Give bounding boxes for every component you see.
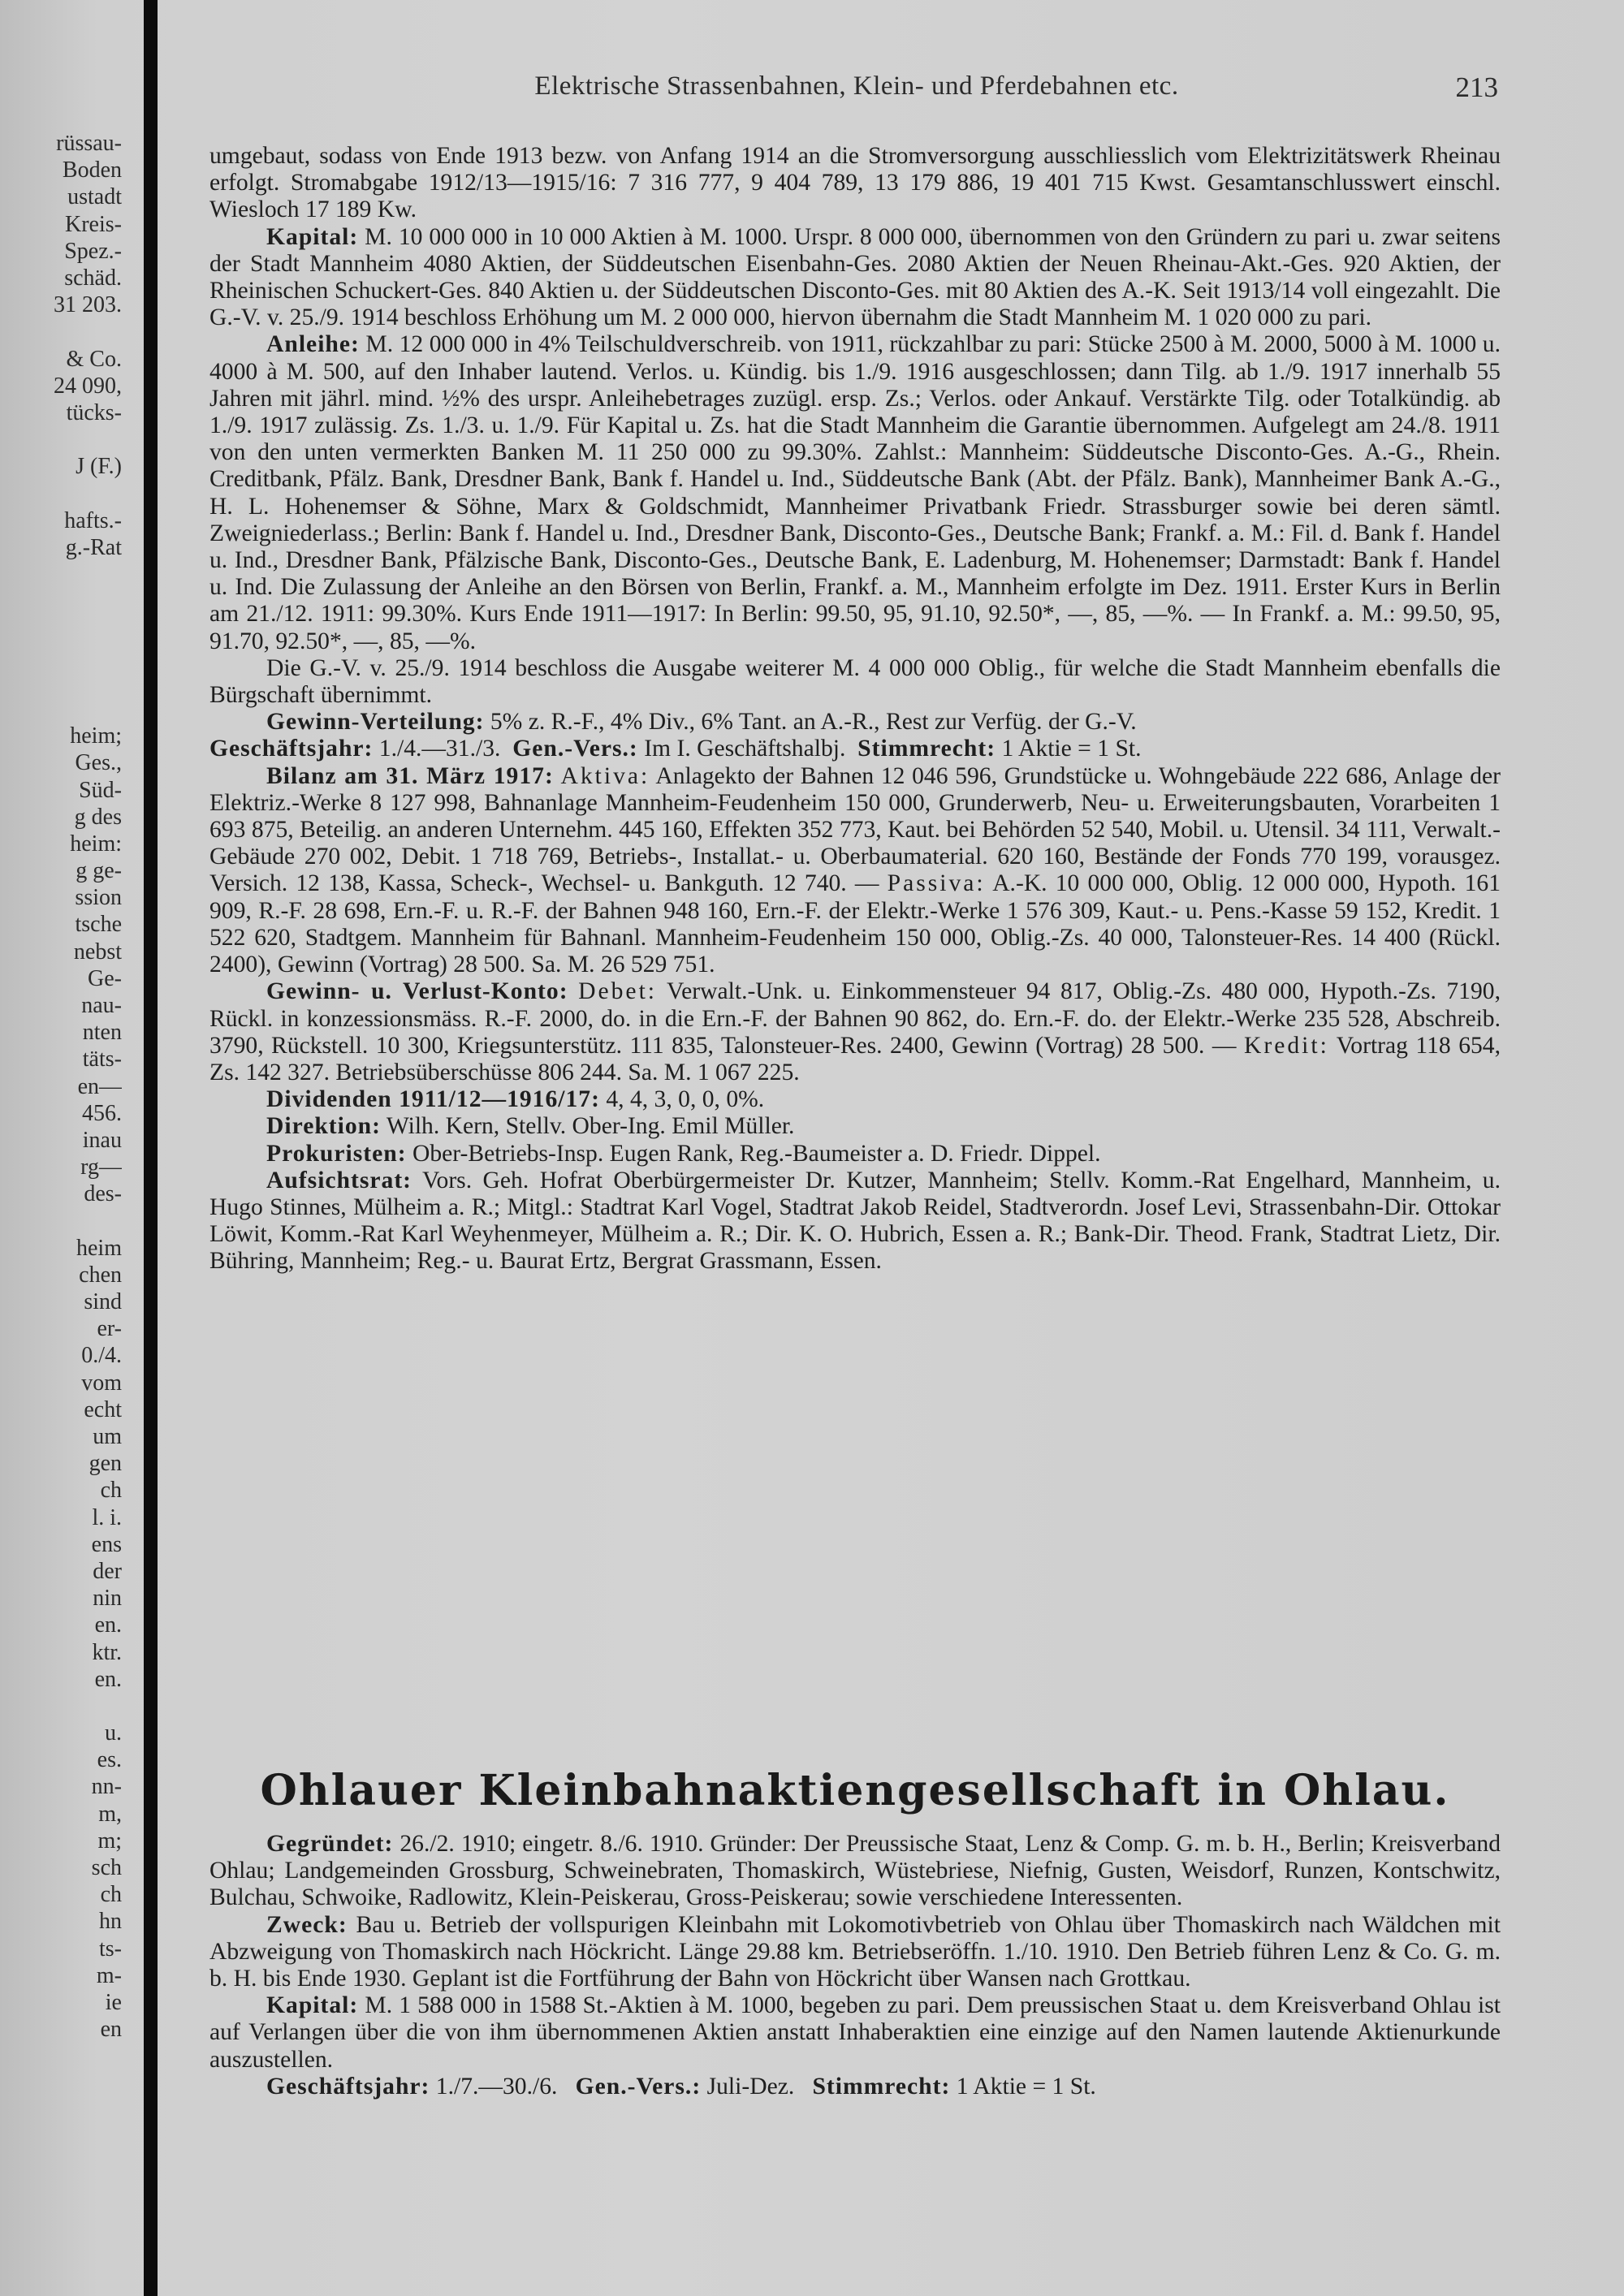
adjacent-page-fragment (0, 642, 122, 669)
zweck-text: Bau u. Betrieb der vollspurigen Kleinbahn mit Lokomotivbetrieb von Ohlau über Thomaskirch nach Wäldchen mit Abzweigung von Thomaskirch nach Höckricht. Länge 29.88 km. Betriebseröffn. 1./10. 1910. Den Betrieb führen Lenz & Co. G. m. b. H. bis Ende 1930. Geplant ist die Fortführung der Bahn von Höckricht über Wansen nach Grottkau. (209, 1911, 1501, 1992)
adjacent-page-fragment: Ges., (75, 750, 122, 776)
adjacent-page-fragment: ts- (99, 1936, 122, 1962)
adjacent-page-fragment: des- (84, 1181, 122, 1207)
adjacent-page-fragment: 456. (82, 1100, 122, 1126)
adjacent-page-strip (0, 130, 122, 2241)
company-entry-mannheim (209, 143, 1501, 1275)
adjacent-page-fragment: es. (97, 1747, 122, 1773)
adjacent-page-fragment: Ge- (88, 965, 122, 991)
adjacent-page-fragment: m; (97, 1828, 122, 1854)
adjacent-page-fragment: g ge- (76, 858, 122, 884)
adjacent-page-fragment: J (F.) (76, 454, 122, 480)
adjacent-page-fragment: echt (84, 1396, 122, 1422)
geschaeftsjahr-line (209, 736, 1501, 762)
direktion-label: Direktion: (266, 1113, 381, 1140)
adjacent-page-fragment: täts- (82, 1047, 122, 1072)
bilanz-label: Bilanz am 31. März 1917: (266, 762, 554, 789)
company-entry-ohlau (209, 1831, 1501, 2100)
adjacent-page-fragment: Boden (62, 158, 122, 183)
bilanz-paragraph (209, 763, 1501, 979)
gen-vers-label: Gen.-Vers.: (512, 736, 638, 762)
adjacent-page-fragment (0, 1208, 122, 1235)
adjacent-page-fragment: nin (93, 1586, 122, 1612)
intro-text: umgebaut, sodass von Ende 1913 bezw. von Anfang 1914 an die Stromversorgung ausschliesslich vom Elektrizitätswerk Rheinau erfolgt. Stromabgabe 1912/13—1915/16: 7 316 777, 9 404 789, 13 179 886, 19 401 715 Kwst. Gesamtanschlusswert einschl. Wiesloch 17 189 Kw. (209, 143, 1501, 223)
anleihe-text: M. 12 000 000 in 4% Teilschuldverschreib. von 1911, rückzahlbar zu pari: Stücke 2500 à M. 2000, 5000 à M. 1000 u. 4000 à M. 500, auf den Inhaber lautend. Verlos. u. Kündig. bis 1./9. 1916 ausgeschlossen; dann Tilg. ab 1./9. 1917 innerhalb 55 Jahren mit jährl. mind. ½% des urspr. Anleihebetrages zuzügl. ersp. Zs.; Verlos. oder Ankauf. Verstärkte Tilg. oder Totalkündig. ab 1./9. 1917 zulässig. Zs. 1./3. u. 1./9. Für Kapital u. Zs. hat die Stadt Mannheim die Garantie übernommen. Aufgelegt am 24./8. 1911 von den unten vermerkten Banken M. 11 250 000 zu 99.30%. Zahlst.: Mannheim: Süddeutsche Disconto-Ges. A.-G., Rhein. Creditbank, Pfälz. Bank, Dresdner Bank, Bank f. Handel u. Ind., Süddeutsche Bank (Abt. der Pfälz. Bank), Mannheimer Bank A.-G., H. L. Hohenemser & Söhne, Marx & Goldschmidt, Mannheimer Privatbank Friedr. Strassburger sowie bei deren sämtl. Zweigniederlass.; Berlin: Bank f. Handel u. Ind., Dresdner Bank, Disconto-Ges., Deutsche Bank; Frankf. a. M.: Fil. d. Bank f. Handel u. Ind., Dresdner Bank, Pfälzische Bank, Disconto-Ges., Deutsche Bank, E. Ladenburg, M. Hohenemser; Darmstadt: Bank f. Handel u. Ind. Die Zulassung der Anleihe an den Börsen von Berlin, Frankf. a. M., Mannheim erfolgte im Dez. 1911. Erster Kurs in Berlin am 21./12. 1911: 99.30%. Kurs Ende 1911—1917: In Berlin: 99.50, 95, 91.10, 92.50*, —, 85, —%. — In Frankf. a. M.: 99.50, 95, 91.70, 92.50*, —, 85, —%. (209, 331, 1501, 654)
gewinn-verteilung-paragraph (209, 709, 1501, 736)
adjacent-page-fragment (0, 1693, 122, 1720)
adjacent-page-fragment: nebst (73, 939, 122, 965)
prokuristen-label: Prokuristen: (266, 1140, 407, 1167)
kapital-text: M. 10 000 000 in 10 000 Aktien à M. 1000. Urspr. 8 000 000, übernommen von den Gründern zu pari u. zwar seitens der Stadt Mannheim 4080 Aktien, der Süddeutschen Eisenbahn-Ges. 2080 Aktien der Neuen Rheinau-Akt.-Ges. 920 Aktien, der Rheinischen Schuckert-Ges. 840 Aktien u. der Süddeutschen Disconto-Ges. mit 80 Aktien des A.-K. Seit 1913/14 voll eingezahlt. Die G.-V. v. 25./9. 1914 beschloss Erhöhung um M. 2 000 000, hiervon übernahm die Stadt Mannheim M. 1 020 000 zu pari. (209, 223, 1501, 331)
adjacent-page-fragment: tsche (75, 912, 122, 938)
direktion-paragraph (209, 1113, 1501, 1140)
guv-paragraph (209, 978, 1501, 1086)
kredit-text: Vortrag 118 654, Zs. 142 327. Betriebsüberschüsse 806 244. Sa. M. 1 067 225. (209, 1032, 1501, 1085)
adjacent-page-fragment: Süd- (79, 777, 122, 803)
company-title-ohlau: Ohlauer Kleinbahnaktiengesellschaft in Ohlau. (260, 1766, 1450, 1815)
page-number: 213 (1455, 71, 1498, 103)
adjacent-page-fragment (0, 588, 122, 615)
dividenden-label: Dividenden 1911/12—1916/17: (266, 1086, 600, 1113)
adjacent-page-fragment: en (100, 2017, 122, 2043)
adjacent-page-fragment: ssion (75, 885, 122, 911)
anleihe-label: Anleihe: (266, 331, 360, 358)
adjacent-page-fragment: l. i. (92, 1504, 122, 1530)
gewinn-verteilung-text: 5% z. R.-F., 4% Div., 6% Tant. an A.-R., Rest zur Verfüg. der G.-V. (490, 709, 1137, 736)
adjacent-page-fragment: ustadt (67, 184, 122, 210)
kapital-paragraph (209, 224, 1501, 332)
adjacent-page-fragment: ch (100, 1882, 122, 1908)
running-header: Elektrische Strassenbahnen, Klein- und Pferdebahnen etc. (534, 71, 1179, 101)
aufsichtsrat-text: Vors. Geh. Hofrat Oberbürgermeister Dr. Kutzer, Mannheim; Stellv. Komm.-Rat Engelhard, Mannheim, u. Hugo Stinnes, Mülheim a. R.; Mitgl.: Stadtrat Karl Vogel, Stadtrat Jakob Reidel, Stadtverordn. Josef Levi, Strassenbahn-Dir. Ottokar Löwit, Komm.-Rat Karl Weyhenmeyer, Mülheim a. R.; Dir. K. O. Hubrich, Essen a. R.; Bank-Dir. Theod. Frank, Stadtrat Lietz, Dir. Bühring, Mannheim; Reg.- u. Baurat Ertz, Bergrat Grassmann, Essen. (209, 1167, 1501, 1275)
adjacent-page-fragment (0, 426, 122, 453)
adjacent-page-fragment: inau (82, 1127, 122, 1153)
adjacent-page-fragment: hafts.- (64, 507, 122, 533)
ohlau-stimmrecht-label: Stimmrecht: (812, 2073, 951, 2100)
zweck-label: Zweck: (266, 1911, 348, 1938)
passiva-label: Passiva: (887, 870, 986, 897)
adjacent-page-fragment: nten (82, 1020, 122, 1046)
ohlau-geschaeftsjahr-text: 1./7.—30./6. (435, 2073, 558, 2100)
aufsichtsrat-label: Aufsichtsrat: (266, 1167, 412, 1193)
gegruendet-label: Gegründet: (266, 1831, 394, 1857)
adjacent-page-fragment: 0./4. (81, 1343, 122, 1369)
aktiva-label: Aktiva: (560, 762, 650, 789)
adjacent-page-fragment (0, 480, 122, 507)
ohlau-kapital-label: Kapital: (266, 1992, 359, 2019)
adjacent-page-fragment: nn- (91, 1774, 122, 1800)
gegruendet-paragraph (209, 1831, 1501, 1912)
dividenden-text: 4, 4, 3, 0, 0, 0%. (606, 1086, 765, 1113)
aktiva-text: Anlagekto der Bahnen 12 046 596, Grundstücke u. Wohngebäude 222 686, Anlage der Elektriz.-Werke 8 127 998, Bahnanlage Mannheim-Feudenheim 150 000, Grunderwerb, Neu- u. Erweiterungsbauten, Vorarbeiten 1 693 875, Beteilig. an anderen Unternehm. 445 160, Effekten 352 773, Kaut. bei Behörden 52 540, Mobil. u. Utensil. 34 111, Verwalt.-Gebäude 270 002, Debit. 1 718 769, Betriebs-, Installat.- u. Oberbaumaterial. 620 160, Bestände der Fonds 770 199, vorausgez. Versich. 12 138, Kassa, Scheck-, Wechsel- u. Bankguth. 12 740. — (209, 762, 1501, 897)
book-gutter (144, 0, 158, 2296)
adjacent-page-fragment: u. (105, 1720, 122, 1746)
ohlau-geschaeftsjahr-line (209, 2074, 1501, 2100)
adjacent-page-fragment: chen (79, 1262, 122, 1288)
kapital-label: Kapital: (266, 223, 359, 250)
debet-text: Verwalt.-Unk. u. Einkommensteuer 94 817, Oblig.-Zs. 480 000, Hypoth.-Zs. 7190, Rückl. in konzessionsmäss. R.-F. 2000, do. in die Ern.-F. der Bahnen 90 862, do. Ern.-F. do. der Elektr.-Werke 235 528, Abschreib. 3790, Rückstell. 10 300, Kriegsunterstütz. 111 835, Talonsteuer-Res. 2400, Gewinn (Vortrag) 28 500. — (209, 978, 1501, 1059)
adjacent-page-fragment: m, (98, 1801, 122, 1827)
adjacent-page-fragment (0, 615, 122, 641)
stimmrecht-text: 1 Aktie = 1 St. (1001, 736, 1142, 762)
anleihe-paragraph (209, 331, 1501, 654)
zweck-paragraph (209, 1912, 1501, 1993)
geschaeftsjahr-text: 1./4.—31./3. (378, 736, 501, 762)
adjacent-page-fragment: ch (100, 1478, 122, 1504)
adjacent-page-fragment: rg— (80, 1154, 122, 1180)
ohlau-gen-vers-label: Gen.-Vers.: (575, 2073, 702, 2100)
adjacent-page-fragment: sind (84, 1289, 122, 1315)
adjacent-page-fragment: m- (96, 1962, 122, 1988)
adjacent-page-fragment: heim (76, 1235, 122, 1261)
ohlau-gen-vers-text: Juli-Dez. (706, 2073, 795, 2100)
ohlau-stimmrecht-text: 1 Aktie = 1 St. (956, 2073, 1096, 2100)
adjacent-page-fragment: er- (97, 1316, 122, 1342)
adjacent-page-fragment: en. (94, 1612, 122, 1638)
adjacent-page-fragment (0, 669, 122, 696)
adjacent-page-fragment: g des (74, 804, 122, 830)
adjacent-page-fragment (0, 561, 122, 588)
adjacent-page-fragment: en. (94, 1666, 122, 1692)
adjacent-page-fragment: Spez.- (64, 238, 122, 264)
adjacent-page-fragment: rüssau- (56, 131, 122, 156)
adjacent-page-fragment: tücks- (66, 399, 122, 425)
intro-paragraph (209, 143, 1501, 224)
stimmrecht-label: Stimmrecht: (857, 736, 996, 762)
adjacent-page-fragment: um (93, 1424, 122, 1449)
adjacent-page-fragment: gen (89, 1451, 122, 1477)
adjacent-page-fragment: sch (91, 1855, 122, 1880)
adjacent-page-fragment (0, 696, 122, 723)
adjacent-page-fragment: Kreis- (65, 211, 122, 237)
anleihe-text-2: Die G.-V. v. 25./9. 1914 beschloss die Ausgabe weiterer M. 4 000 000 Oblig., für welche die Stadt Mannheim ebenfalls die Bürgschaft übernimmt. (209, 654, 1501, 709)
adjacent-page-fragment: ie (105, 1989, 122, 2015)
ohlau-geschaeftsjahr-label: Geschäftsjahr: (266, 2073, 430, 2100)
adjacent-page-fragment: 24 090, (54, 373, 122, 399)
adjacent-page-fragment: g.-Rat (65, 534, 122, 560)
prokuristen-text: Ober-Betriebs-Insp. Eugen Rank, Reg.-Baumeister a. D. Friedr. Dippel. (412, 1140, 1101, 1167)
adjacent-page-fragment: & Co. (66, 346, 122, 372)
adjacent-page-fragment: en— (77, 1073, 122, 1099)
gewinn-verteilung-label: Gewinn-Verteilung: (266, 709, 485, 736)
adjacent-page-fragment: vom (81, 1370, 122, 1396)
gen-vers-text: Im I. Geschäftshalbj. (644, 736, 846, 762)
ohlau-kapital-text: M. 1 588 000 in 1588 St.-Aktien à M. 1000, begeben zu pari. Dem preussischen Staat u. dem Kreisverband Ohlau ist auf Verlangen über die von ihm übernommenen Aktien anstatt Inhaberaktien eine einzige auf den Namen lautende Aktienurkunde auszustellen. (209, 1992, 1501, 2073)
adjacent-page-fragment: schäd. (64, 265, 122, 291)
adjacent-page-fragment: ktr. (92, 1639, 122, 1665)
ohlau-kapital-paragraph (209, 1992, 1501, 2074)
prokuristen-paragraph (209, 1141, 1501, 1167)
geschaeftsjahr-label: Geschäftsjahr: (209, 736, 374, 762)
adjacent-page-fragment: der (93, 1558, 122, 1584)
kredit-label: Kredit: (1243, 1032, 1329, 1059)
adjacent-page-fragment: hn (99, 1909, 122, 1935)
direktion-text: Wilh. Kern, Stellv. Ober-Ing. Emil Müller. (386, 1113, 795, 1140)
anleihe-paragraph-2 (209, 655, 1501, 709)
adjacent-page-fragment: heim; (70, 723, 122, 749)
adjacent-page-fragment (0, 318, 122, 345)
gegruendet-text: 26./2. 1910; eingetr. 8./6. 1910. Gründer: Der Preussische Staat, Lenz & Comp. G. m. b. H., Berlin; Kreisverband Ohlau; Landgemeinden Grossburg, Schweinebraten, Thomaskirch, Wüstebriese, Niefnig, Gusten, Weisdorf, Runzen, Kontschwitz, Bulchau, Schwoike, Radlowitz, Klein-Peiskerau, Gross-Peiskerau; sowie verschiedene Interessenten. (209, 1831, 1501, 1911)
adjacent-page-fragment: 31 203. (54, 292, 122, 318)
aufsichtsrat-paragraph (209, 1167, 1501, 1275)
adjacent-page-fragment: ens (91, 1531, 122, 1557)
adjacent-page-fragment: heim: (70, 831, 122, 857)
guv-label: Gewinn- u. Verlust-Konto: (266, 978, 568, 1005)
dividenden-paragraph (209, 1086, 1501, 1113)
adjacent-page-fragment: nau- (81, 993, 122, 1018)
passiva-text: A.-K. 10 000 000, Oblig. 12 000 000, Hypoth. 161 909, R.-F. 28 698, Ern.-F. u. R.-F. der Bahnen 948 160, Ern.-F. der Elektr.-Werke 1 576 309, Kaut.- u. Pens.-Kasse 59 152, Kredit. 1 522 620, Stadtgem. Mannheim für Bahnanl. Mannheim-Feudenheim 150 000, Oblig.-Zs. 40 000, Talonsteuer-Res. 14 400 (Rückl. 2400), Gewinn (Vortrag) 28 500. Sa. M. 26 529 751. (209, 870, 1501, 978)
debet-label: Debet: (578, 978, 658, 1005)
